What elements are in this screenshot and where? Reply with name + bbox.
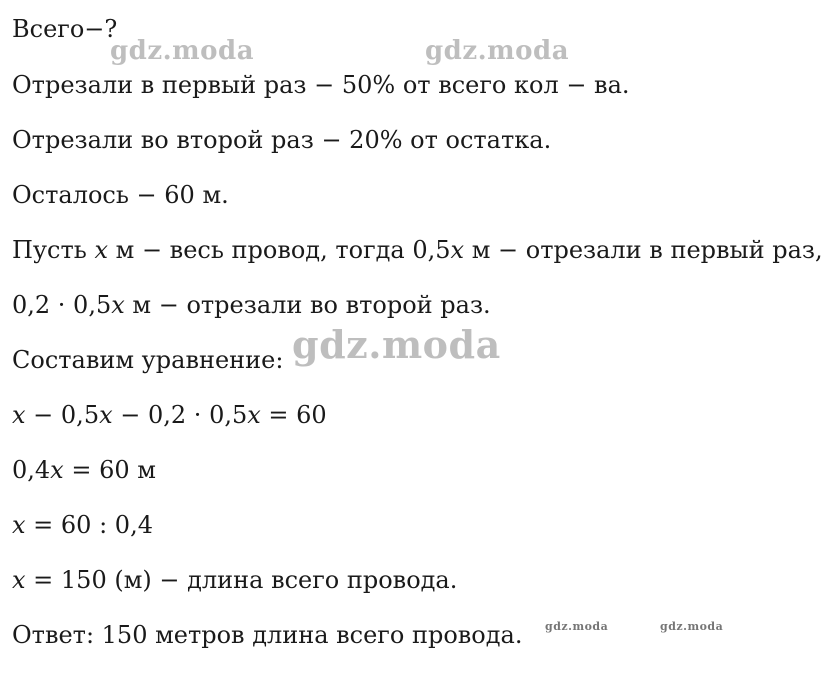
equation-line-3: x = 60 : 0,4	[12, 511, 153, 539]
text-line-second-cut-expr: 0,2 · 0,5x м − отрезали во второй раз.	[12, 291, 491, 319]
watermark-small-right: gdz.moda	[660, 620, 724, 633]
watermark-center: gdz.moda	[292, 322, 501, 367]
text-line-first-cut: Отрезали в первый раз − 50% от всего кол − ва.	[12, 71, 630, 99]
text-line-given-total: Всего−?	[12, 15, 118, 43]
equation-line-2: 0,4x = 60 м	[12, 456, 156, 484]
text-line-let-x: Пусть x м − весь провод, тогда 0,5x м − отрезали в первый раз,	[12, 236, 823, 264]
watermark-top-left: gdz.moda	[110, 36, 255, 66]
watermark-small-left: gdz.moda	[545, 620, 609, 633]
equation-line-1: x − 0,5x − 0,2 · 0,5x = 60	[12, 401, 327, 429]
watermark-top-right: gdz.moda	[425, 36, 570, 66]
text-line-remaining: Осталось − 60 м.	[12, 181, 229, 209]
equation-line-4: x = 150 (м) − длина всего провода.	[12, 566, 458, 594]
text-line-second-cut: Отрезали во второй раз − 20% от остатка.	[12, 126, 552, 154]
answer-line: Ответ: 150 метров длина всего провода.	[12, 621, 523, 649]
text-line-compose-equation: Составим уравнение:	[12, 346, 284, 374]
